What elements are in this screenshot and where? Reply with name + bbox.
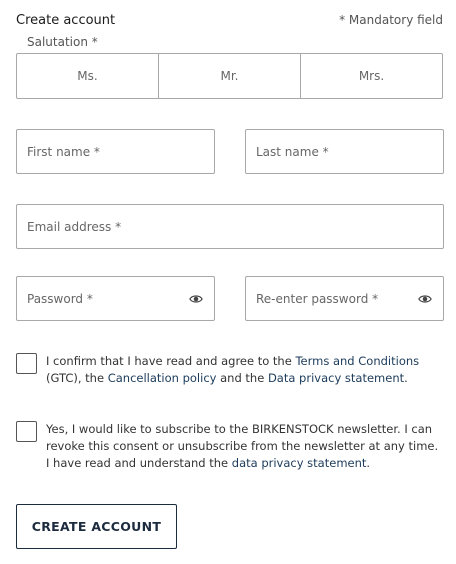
first-name-field [16,129,215,174]
email-input[interactable] [27,220,443,234]
newsletter-privacy-link[interactable]: data privacy statement [231,456,367,470]
data-privacy-link[interactable]: Data privacy statement [267,371,405,385]
terms-link[interactable]: Terms and Conditions [295,354,420,368]
terms-checkbox[interactable] [16,353,37,374]
salutation-option-ms[interactable]: Ms. [17,54,159,98]
show-password-confirm-eye-icon[interactable] [418,292,432,306]
password-field [16,276,215,321]
newsletter-consent-row [16,421,442,472]
newsletter-consent-text: Yes, I would like to subscribe to the BIRKENSTOCK newsletter. I can revoke this consent or unsubscribe from the newsletter at any time. I have read and understand the data privacy statement. [46,422,439,470]
salutation-selector [16,53,443,99]
last-name-field [245,129,444,174]
last-name-input[interactable] [256,145,443,159]
salutation-label: Salutation * [27,35,98,49]
newsletter-checkbox[interactable] [16,421,37,442]
salutation-option-mrs[interactable]: Mrs. [358,69,385,83]
salutation-option-mr[interactable]: Mr. [159,54,301,98]
password-input[interactable] [27,292,177,306]
cancellation-policy-link[interactable]: Cancellation policy [107,371,217,385]
password-confirm-input[interactable] [256,292,411,306]
mandatory-note: * Mandatory field [339,13,443,27]
show-password-eye-icon[interactable] [189,292,203,306]
create-account-button[interactable]: CREATE ACCOUNT [16,504,177,549]
first-name-input[interactable] [27,145,214,159]
password-confirm-field [245,276,444,321]
terms-consent-text: I confirm that I have read and agree to the Terms and Conditions (GTC), the Cancellation policy and the Data privacy statement. [46,354,420,385]
terms-consent-row [16,353,442,387]
page-title: Create account [16,13,116,28]
email-field [16,204,444,249]
